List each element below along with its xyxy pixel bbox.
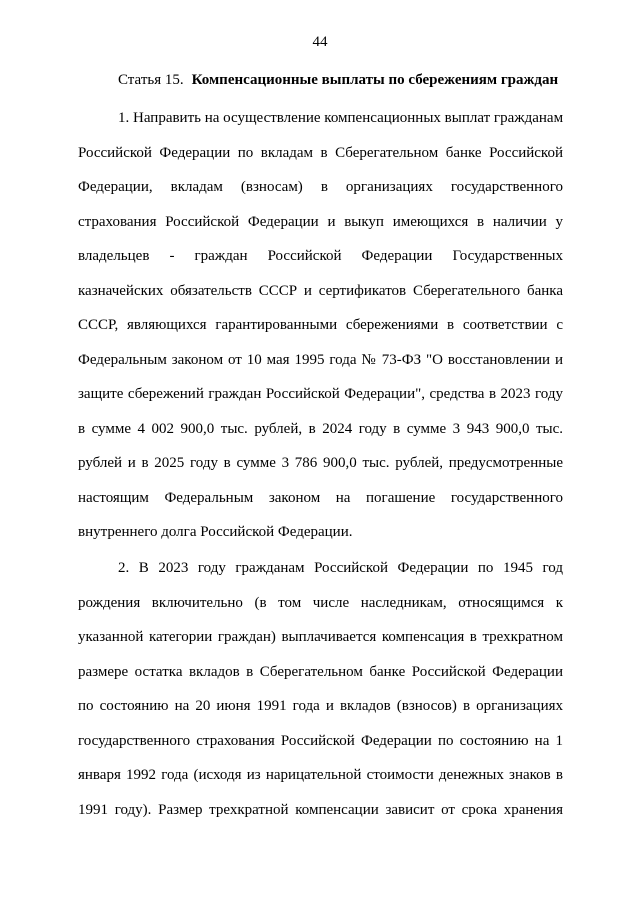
article-heading: [78, 63, 563, 98]
paragraph-line: Федерации, вкладам (взносам) в организациях государственного: [78, 179, 563, 195]
paragraph-2: [78, 551, 563, 827]
paragraph-line: рождения включительно (в том числе наследникам, относящимся к: [78, 594, 563, 611]
paragraph-line: Федеральным законом от 10 мая 1995 года № 73-ФЗ "О восстановлении и: [78, 351, 563, 368]
paragraph-line: рублей и в 2025 году в сумме 3 786 900,0 тыс. рублей, предусмотренные: [78, 455, 563, 471]
paragraph-line: настоящим Федеральным законом на погашение государственного: [78, 489, 563, 506]
paragraph-line: 1991 году). Размер трехкратной компенсации зависит от срока хранения: [78, 801, 563, 818]
paragraph-line: 2. В 2023 году гражданам Российской Федерации по 1945 год: [118, 560, 563, 576]
paragraph-line: января 1992 года (исходя из нарицательной стоимости денежных знаков в: [78, 767, 563, 783]
paragraph-line: СССР, являющихся гарантированными сбережениями в соответствии с: [78, 317, 563, 333]
paragraph-line: Российской Федерации по вкладам в Сберегательном банке Российской: [78, 144, 563, 161]
page-number: 44: [312, 34, 328, 50]
paragraph-line: 1. Направить на осуществление компенсационных выплат гражданам: [118, 110, 564, 126]
paragraph-1: [78, 101, 563, 550]
paragraph-line: размере остатка вкладов в Сберегательном банке Российской Федерации: [78, 663, 563, 680]
paragraph-line: внутреннего долга Российской Федерации.: [78, 524, 353, 540]
paragraph-line: владельцев - граждан Российской Федерации Государственных: [78, 248, 563, 264]
article-title: Компенсационные выплаты по сбережениям граждан: [191, 72, 559, 88]
paragraph-line: казначейских обязательств СССР и сертификатов Сберегательного банка: [78, 282, 563, 299]
paragraph-line: указанной категории граждан) выплачивается компенсация в трехкратном: [78, 629, 563, 645]
paragraph-line: государственного страхования Российской Федерации по состоянию на 1: [78, 732, 563, 749]
paragraph-line: защите сбережений граждан Российской Федерации", средства в 2023 году: [78, 386, 563, 402]
article-label: Статья 15.: [118, 72, 184, 88]
paragraph-line: в сумме 4 002 900,0 тыс. рублей, в 2024 году в сумме 3 943 900,0 тыс.: [78, 420, 563, 437]
paragraph-line: по состоянию на 20 июня 1991 года и вкладов (взносов) в организациях: [78, 698, 563, 714]
paragraph-line: страхования Российской Федерации и выкуп имеющихся в наличии у: [78, 213, 563, 230]
article-heading-line: [78, 63, 563, 98]
